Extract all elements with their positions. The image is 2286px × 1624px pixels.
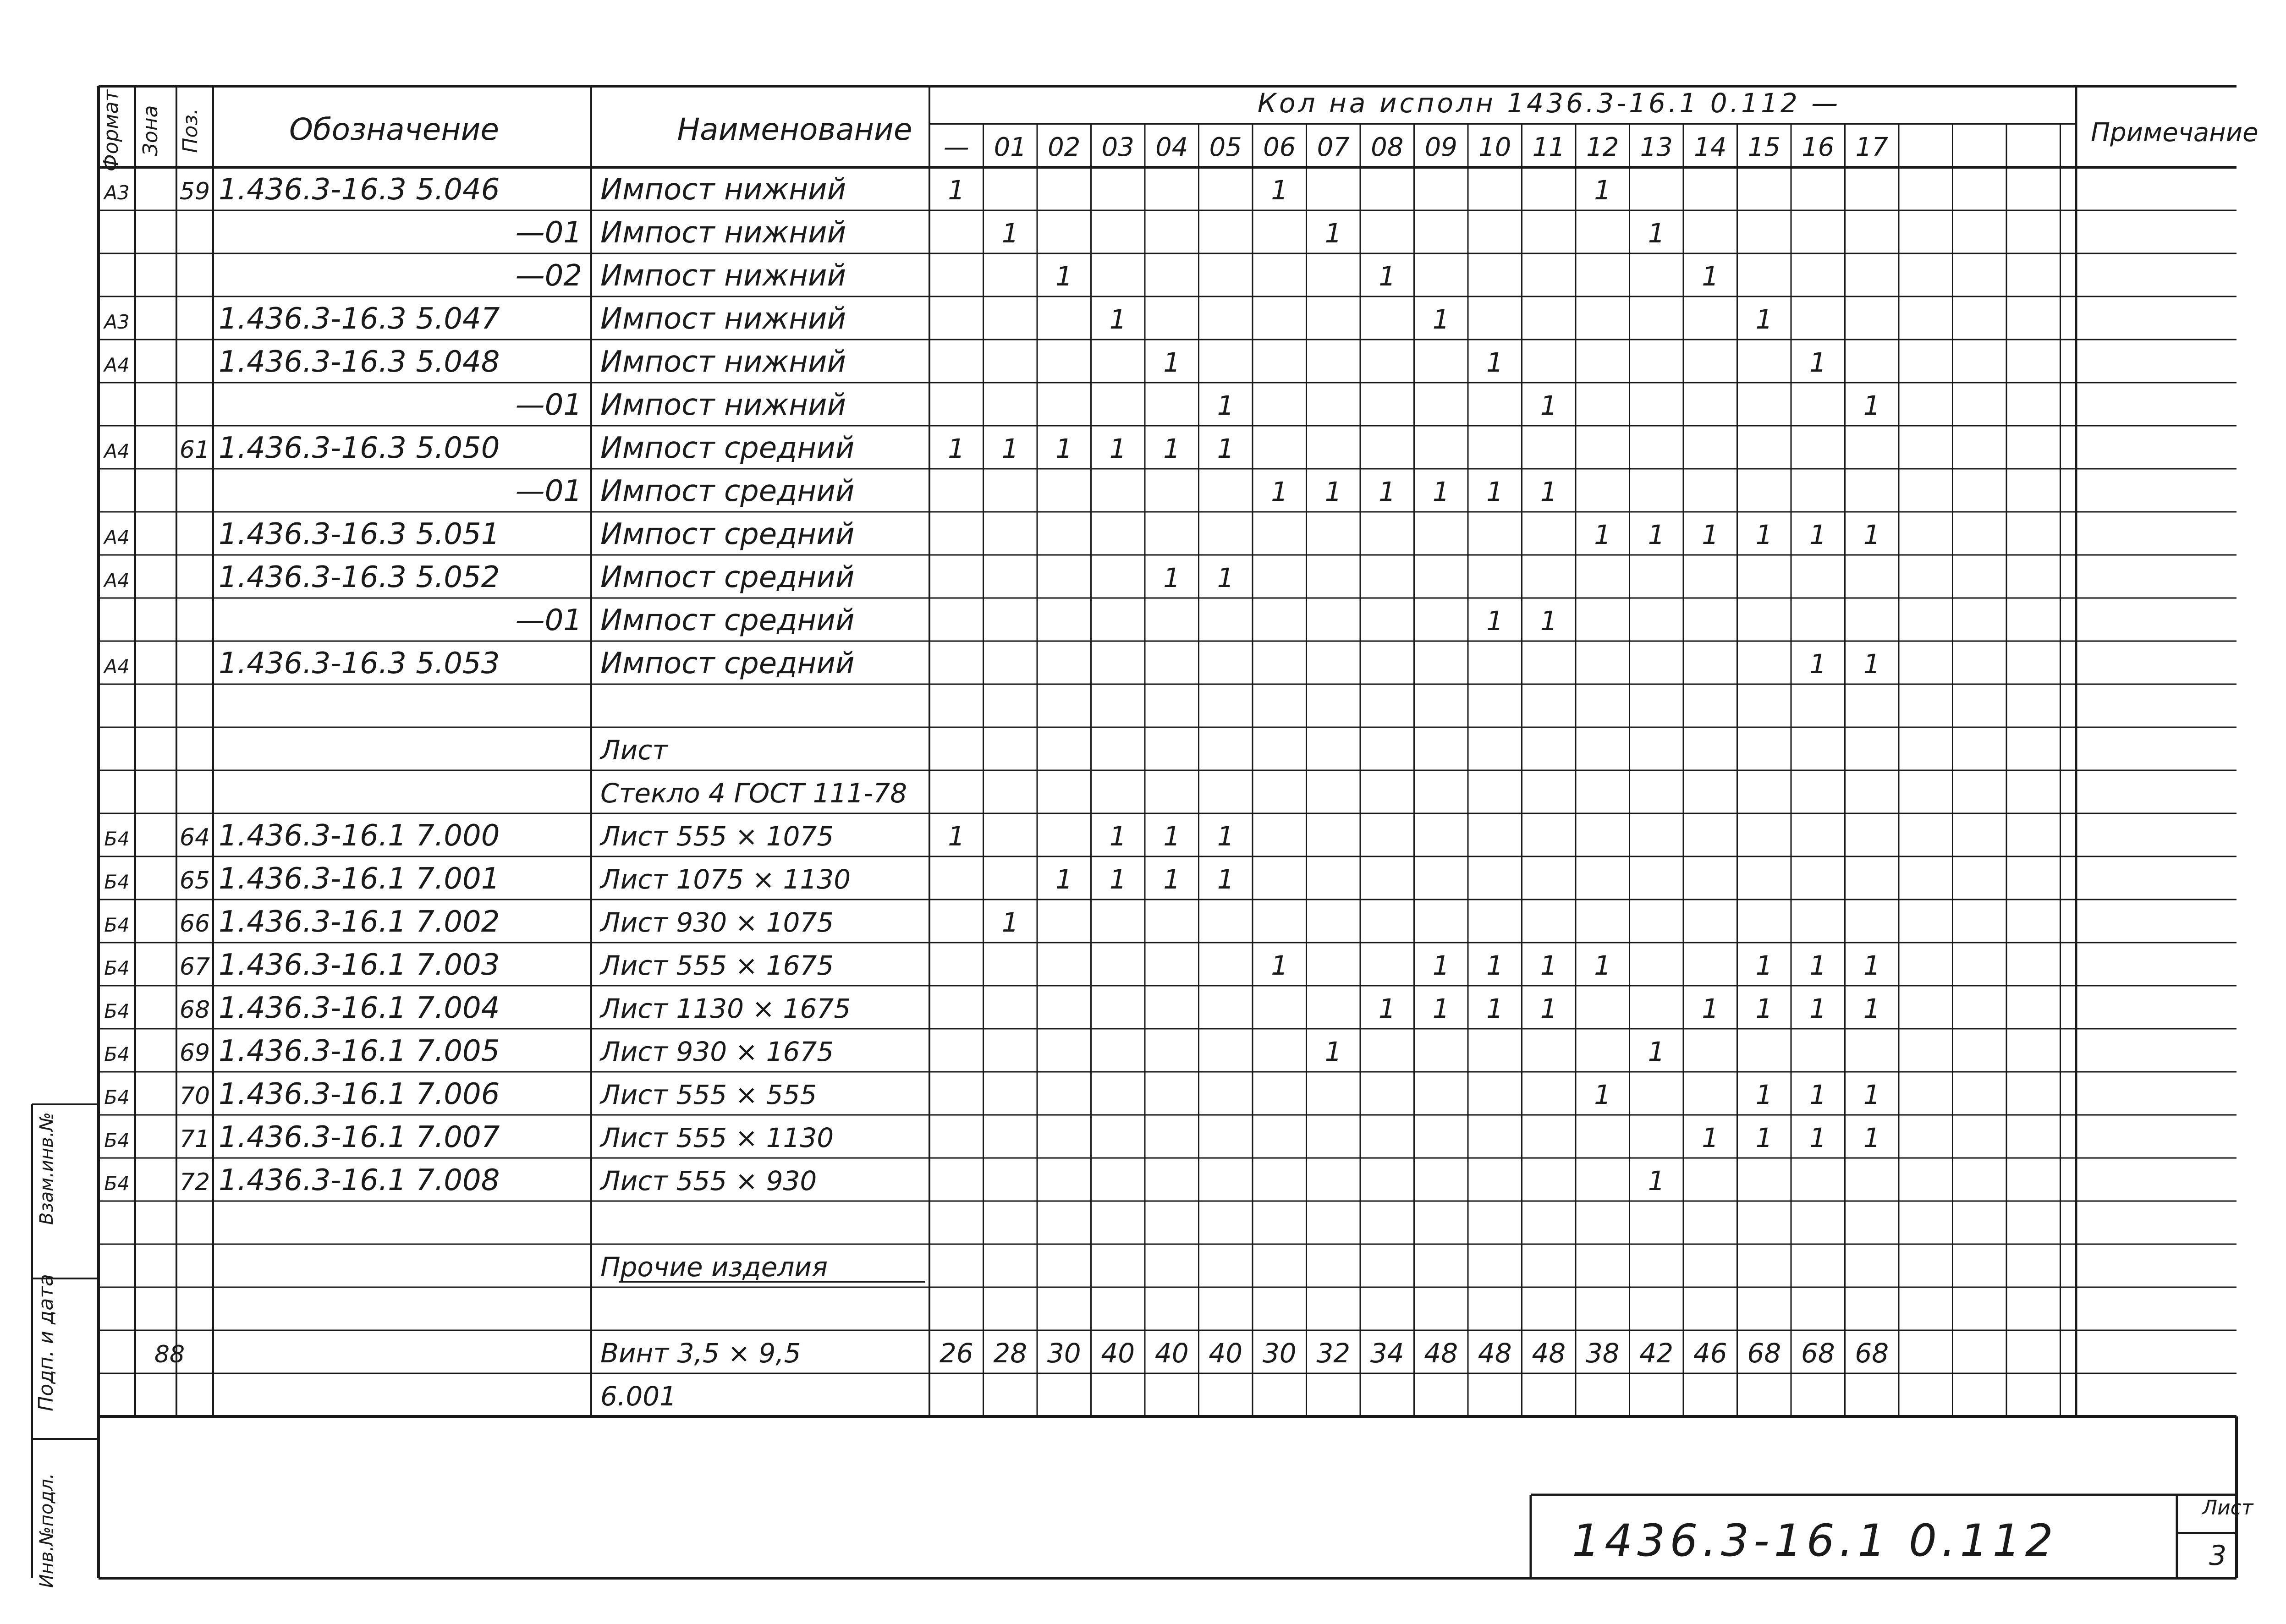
quantity-cell: 1 (1863, 950, 1880, 981)
variant-header: 02 (1048, 132, 1081, 162)
name-cell: Лист 555 × 1130 (600, 1122, 834, 1153)
pos-cell: 68 (179, 996, 210, 1024)
variant-header: 05 (1209, 132, 1242, 162)
quantity-cell: 1 (1594, 519, 1611, 550)
note-header: Примечание (2091, 118, 2259, 148)
quantity-cell: 1 (1863, 519, 1880, 550)
name-cell: Стекло 4 ГОСТ 111-78 (600, 778, 907, 809)
format-cell: А3 (104, 181, 130, 204)
quantity-cell: 68 (1747, 1338, 1781, 1369)
quantity-cell: 34 (1370, 1338, 1404, 1369)
quantity-cell: 46 (1693, 1338, 1727, 1369)
quantity-cell: 1 (1271, 950, 1288, 981)
inv-orig-label: Инв.№подл. (36, 1473, 57, 1588)
pos-cell: 67 (179, 953, 210, 981)
name-cell: Лист 555 × 1675 (600, 950, 834, 981)
quantity-cell: 1 (1755, 993, 1773, 1024)
pos-cell: 61 (179, 436, 210, 464)
format-cell: Б4 (104, 828, 130, 850)
name-cell: Импост нижний (600, 388, 846, 422)
variant-headers (944, 132, 1888, 162)
quantity-cell: 1 (1055, 864, 1073, 895)
quantity-cell: 1 (1540, 605, 1557, 636)
designation-cell: 1.436.3-16.1 7.008 (219, 1163, 500, 1197)
quantity-cell: 1 (1809, 993, 1827, 1024)
quantity-cell: 1 (1486, 993, 1504, 1024)
document-number: 1436.3-16.1 0.112 (1572, 1515, 2058, 1566)
table-row (104, 1077, 1880, 1111)
designation-cell: 1.436.3-16.1 7.004 (219, 991, 500, 1025)
format-cell: А4 (104, 354, 130, 376)
designation-cell: 1.436.3-16.1 7.006 (219, 1077, 500, 1111)
table-row (600, 1381, 676, 1412)
quantity-cell: 1 (1702, 1122, 1719, 1153)
quantity-cell: 1 (1109, 864, 1127, 895)
format-cell: Б4 (104, 1043, 130, 1065)
designation-cell: 1.436.3-16.1 7.002 (219, 905, 500, 939)
quantity-cell: 1 (1109, 433, 1127, 464)
name-cell: Импост нижний (600, 259, 846, 293)
quantity-cell: 68 (1855, 1338, 1889, 1369)
table-row (104, 819, 1234, 853)
quantity-per-variant-header: Кол на исполн 1436.3-16.1 0.112 — (1257, 88, 1841, 119)
variant-header: 15 (1747, 132, 1780, 162)
variant-header: 12 (1586, 132, 1619, 162)
quantity-cell: 1 (1809, 1122, 1827, 1153)
quantity-cell: 1 (1163, 433, 1181, 464)
quantity-cell: 1 (1809, 347, 1827, 378)
quantity-cell: 1 (1702, 993, 1719, 1024)
quantity-cell: 1 (1540, 390, 1557, 421)
variant-header: 09 (1424, 132, 1457, 162)
variant-header: 13 (1640, 132, 1673, 162)
quantity-cell: 40 (1209, 1338, 1243, 1369)
quantity-cell: 26 (939, 1338, 973, 1369)
name-cell: Лист (600, 735, 668, 766)
name-cell: Импост средний (600, 474, 855, 508)
table-row (516, 388, 1880, 422)
quantity-cell: 1 (1217, 562, 1234, 593)
quantity-cell: 28 (993, 1338, 1028, 1369)
table-row (600, 1251, 925, 1283)
table-row (516, 259, 1719, 293)
quantity-cell: 1 (1217, 390, 1234, 421)
name-cell: Импост средний (600, 431, 855, 465)
format-header: Формат (99, 89, 123, 172)
name-cell: Лист 555 × 555 (600, 1079, 817, 1110)
format-cell: Б4 (104, 957, 130, 979)
table-row (516, 474, 1557, 508)
designation-cell: —02 (515, 259, 582, 293)
table-row (516, 604, 1557, 637)
table-row (103, 173, 1611, 207)
variant-header: 14 (1694, 132, 1727, 162)
quantity-cell: 1 (1702, 519, 1719, 550)
quantity-cell: 1 (1486, 476, 1504, 507)
quantity-cell: 1 (948, 433, 965, 464)
quantity-cell: 1 (1486, 605, 1504, 636)
table-row (104, 1120, 1880, 1154)
quantity-cell: 1 (1001, 218, 1019, 249)
designation-cell: 1.436.3-16.3 5.048 (219, 345, 500, 379)
quantity-cell: 1 (1809, 1079, 1827, 1110)
quantity-cell: 32 (1316, 1338, 1351, 1369)
pos-cell: 71 (179, 1125, 210, 1153)
variant-header: 08 (1371, 132, 1404, 162)
quantity-cell: 30 (1047, 1338, 1081, 1369)
title-block (1572, 1496, 2254, 1572)
quantity-cell: 1 (1109, 821, 1127, 852)
quantity-cell: 1 (1648, 218, 1665, 249)
designation-cell: 1.436.3-16.1 7.007 (219, 1120, 500, 1154)
zone-header: Зона (139, 105, 162, 156)
table-row (103, 647, 1880, 680)
name-cell: Импост нижний (600, 216, 846, 250)
variant-header: 04 (1155, 132, 1188, 162)
format-cell: Б4 (104, 1129, 130, 1152)
table-body (103, 173, 1889, 1412)
pos-cell: 59 (179, 178, 210, 205)
quantity-cell: 1 (1486, 950, 1504, 981)
name-cell: Импост средний (600, 560, 855, 594)
quantity-cell: 1 (1755, 304, 1773, 335)
table-row (104, 1034, 1665, 1068)
variant-header: 07 (1317, 132, 1350, 162)
format-cell: А4 (104, 655, 130, 678)
pos-cell: 66 (179, 910, 210, 938)
replaced-inv-label: Взам.инв.№ (36, 1112, 57, 1225)
format-cell: Б4 (104, 1086, 130, 1108)
pos-cell: 70 (179, 1082, 210, 1110)
quantity-cell: 1 (1702, 261, 1719, 292)
name-cell: Лист 555 × 1075 (600, 821, 834, 852)
quantity-cell: 1 (1324, 1036, 1342, 1067)
table-row (516, 216, 1665, 250)
quantity-cell: 1 (1755, 1122, 1773, 1153)
variant-header: 11 (1532, 132, 1565, 162)
quantity-cell: 48 (1478, 1338, 1512, 1369)
quantity-cell: 1 (1540, 993, 1557, 1024)
format-cell: А4 (104, 569, 130, 592)
quantity-cell: 1 (1540, 950, 1557, 981)
quantity-cell: 1 (1648, 1165, 1665, 1196)
format-cell: Б4 (104, 871, 130, 893)
table-row (104, 862, 1234, 896)
designation-cell: —01 (515, 474, 582, 508)
table-row (103, 517, 1880, 551)
quantity-cell: 1 (1379, 993, 1396, 1024)
quantity-cell: 1 (1863, 993, 1880, 1024)
quantity-cell: 1 (1594, 950, 1611, 981)
variant-header: 16 (1802, 132, 1835, 162)
name-cell: 6.001 (600, 1381, 677, 1412)
quantity-cell: 1 (948, 821, 965, 852)
designation-cell: 1.436.3-16.1 7.005 (219, 1034, 500, 1068)
quantity-cell: 1 (1055, 261, 1073, 292)
designation-cell: 1.436.3-16.1 7.000 (219, 819, 500, 853)
designation-cell: 1.436.3-16.3 5.052 (219, 560, 500, 594)
quantity-cell: 1 (1648, 1036, 1665, 1067)
quantity-cell: 1 (1055, 433, 1073, 464)
name-cell: Импост нижний (600, 173, 846, 207)
designation-cell: 1.436.3-16.1 7.003 (219, 948, 500, 982)
variant-header: — (943, 132, 969, 162)
quantity-cell: 1 (1163, 864, 1181, 895)
table-row (103, 345, 1826, 379)
name-cell: Импост средний (600, 604, 855, 637)
variant-header: 03 (1101, 132, 1134, 162)
pos-cell: 64 (179, 824, 210, 851)
pos-cell: 65 (179, 867, 210, 894)
quantity-cell: 1 (1001, 907, 1019, 938)
designation-cell: 1.436.3-16.3 5.046 (219, 173, 500, 207)
quantity-cell: 1 (1755, 950, 1773, 981)
quantity-cell: 1 (1486, 347, 1504, 378)
designation-cell: 1.436.3-16.3 5.047 (219, 302, 500, 336)
quantity-cell: 42 (1639, 1338, 1674, 1369)
name-cell: Лист 930 × 1075 (600, 907, 834, 938)
quantity-cell: 48 (1424, 1338, 1458, 1369)
name-cell: Импост нижний (600, 345, 846, 379)
quantity-cell: 1 (1863, 390, 1880, 421)
sheet-number: 3 (2209, 1540, 2227, 1572)
table-row (599, 735, 669, 766)
zone-cell: 88 (154, 1341, 185, 1368)
designation-cell: —01 (515, 388, 582, 422)
quantity-cell: 1 (1648, 519, 1665, 550)
quantity-cell: 1 (1217, 864, 1234, 895)
designation-cell: 1.436.3-16.3 5.053 (219, 647, 500, 680)
quantity-cell: 1 (1379, 476, 1396, 507)
quantity-cell: 1 (1594, 1079, 1611, 1110)
format-cell: Б4 (104, 914, 130, 936)
quantity-cell: 38 (1585, 1338, 1620, 1369)
quantity-cell: 1 (1163, 562, 1181, 593)
table-row (104, 991, 1880, 1025)
designation-cell: 1.436.3-16.3 5.051 (219, 517, 500, 551)
quantity-cell: 1 (1863, 1122, 1880, 1153)
table-row (103, 431, 1234, 465)
quantity-cell: 30 (1262, 1338, 1297, 1369)
quantity-cell: 1 (1432, 476, 1450, 507)
quantity-cell: 1 (1271, 175, 1288, 206)
quantity-cell: 1 (1809, 519, 1827, 550)
sheet-label: Лист (2202, 1496, 2253, 1520)
table-row (154, 1338, 1889, 1369)
quantity-cell: 1 (1217, 433, 1234, 464)
quantity-cell: 40 (1154, 1338, 1189, 1369)
table-row (104, 1163, 1665, 1197)
quantity-cell: 1 (948, 175, 965, 206)
variant-header: 01 (994, 132, 1027, 162)
format-cell: А3 (104, 311, 130, 333)
pos-cell: 69 (179, 1039, 210, 1067)
name-header: Наименование (677, 112, 912, 147)
designation-cell: 1.436.3-16.3 5.050 (219, 431, 500, 465)
name-cell: Лист 930 × 1675 (600, 1036, 834, 1067)
quantity-cell: 1 (1163, 347, 1181, 378)
name-cell: Винт 3,5 × 9,5 (600, 1338, 801, 1369)
pos-cell: 72 (179, 1169, 210, 1196)
quantity-cell: 1 (1863, 648, 1880, 680)
format-cell: А4 (104, 526, 130, 549)
quantity-cell: 1 (1109, 304, 1127, 335)
quantity-cell: 1 (1432, 950, 1450, 981)
name-cell: Импост средний (600, 647, 855, 680)
variant-header: 10 (1478, 132, 1511, 162)
format-cell: Б4 (104, 1000, 130, 1022)
name-cell: Импост нижний (600, 302, 846, 336)
quantity-cell: 1 (1379, 261, 1396, 292)
table-row (600, 778, 907, 809)
variant-header: 06 (1263, 132, 1296, 162)
format-cell: А4 (104, 440, 130, 462)
side-stamp (34, 1112, 58, 1588)
name-cell: Лист 555 × 930 (600, 1165, 817, 1196)
table-row (103, 560, 1234, 594)
quantity-cell: 68 (1801, 1338, 1835, 1369)
quantity-cell: 1 (1594, 175, 1611, 206)
quantity-cell: 1 (1755, 1079, 1773, 1110)
name-cell: Лист 1130 × 1675 (600, 993, 851, 1024)
designation-header: Обозначение (289, 112, 499, 147)
quantity-cell: 1 (1217, 821, 1234, 852)
table-header (99, 88, 2259, 171)
quantity-cell: 40 (1101, 1338, 1135, 1369)
format-cell: Б4 (104, 1172, 130, 1195)
table-row (104, 905, 1018, 939)
sign-date-label: Подп. и дата (34, 1274, 58, 1411)
quantity-cell: 1 (1271, 476, 1288, 507)
quantity-cell: 1 (1324, 218, 1342, 249)
name-cell: Импост средний (600, 517, 855, 551)
quantity-cell: 1 (1809, 648, 1827, 680)
quantity-cell: 1 (1540, 476, 1557, 507)
quantity-cell: 1 (1432, 304, 1450, 335)
quantity-cell: 1 (1755, 519, 1773, 550)
designation-cell: 1.436.3-16.1 7.001 (219, 862, 500, 896)
quantity-cell: 1 (1863, 1079, 1880, 1110)
table-row (104, 948, 1880, 982)
quantity-cell: 1 (1809, 950, 1827, 981)
designation-cell: —01 (515, 604, 582, 637)
quantity-cell: 1 (1432, 993, 1450, 1024)
variant-header: 17 (1855, 132, 1888, 162)
quantity-cell: 1 (1001, 433, 1019, 464)
pos-header: Поз. (179, 108, 202, 153)
name-cell: Прочие изделия (600, 1251, 828, 1283)
quantity-cell: 48 (1532, 1338, 1566, 1369)
quantity-cell: 1 (1163, 821, 1181, 852)
designation-cell: —01 (515, 216, 582, 250)
name-cell: Лист 1075 × 1130 (600, 864, 851, 895)
quantity-cell: 1 (1324, 476, 1342, 507)
